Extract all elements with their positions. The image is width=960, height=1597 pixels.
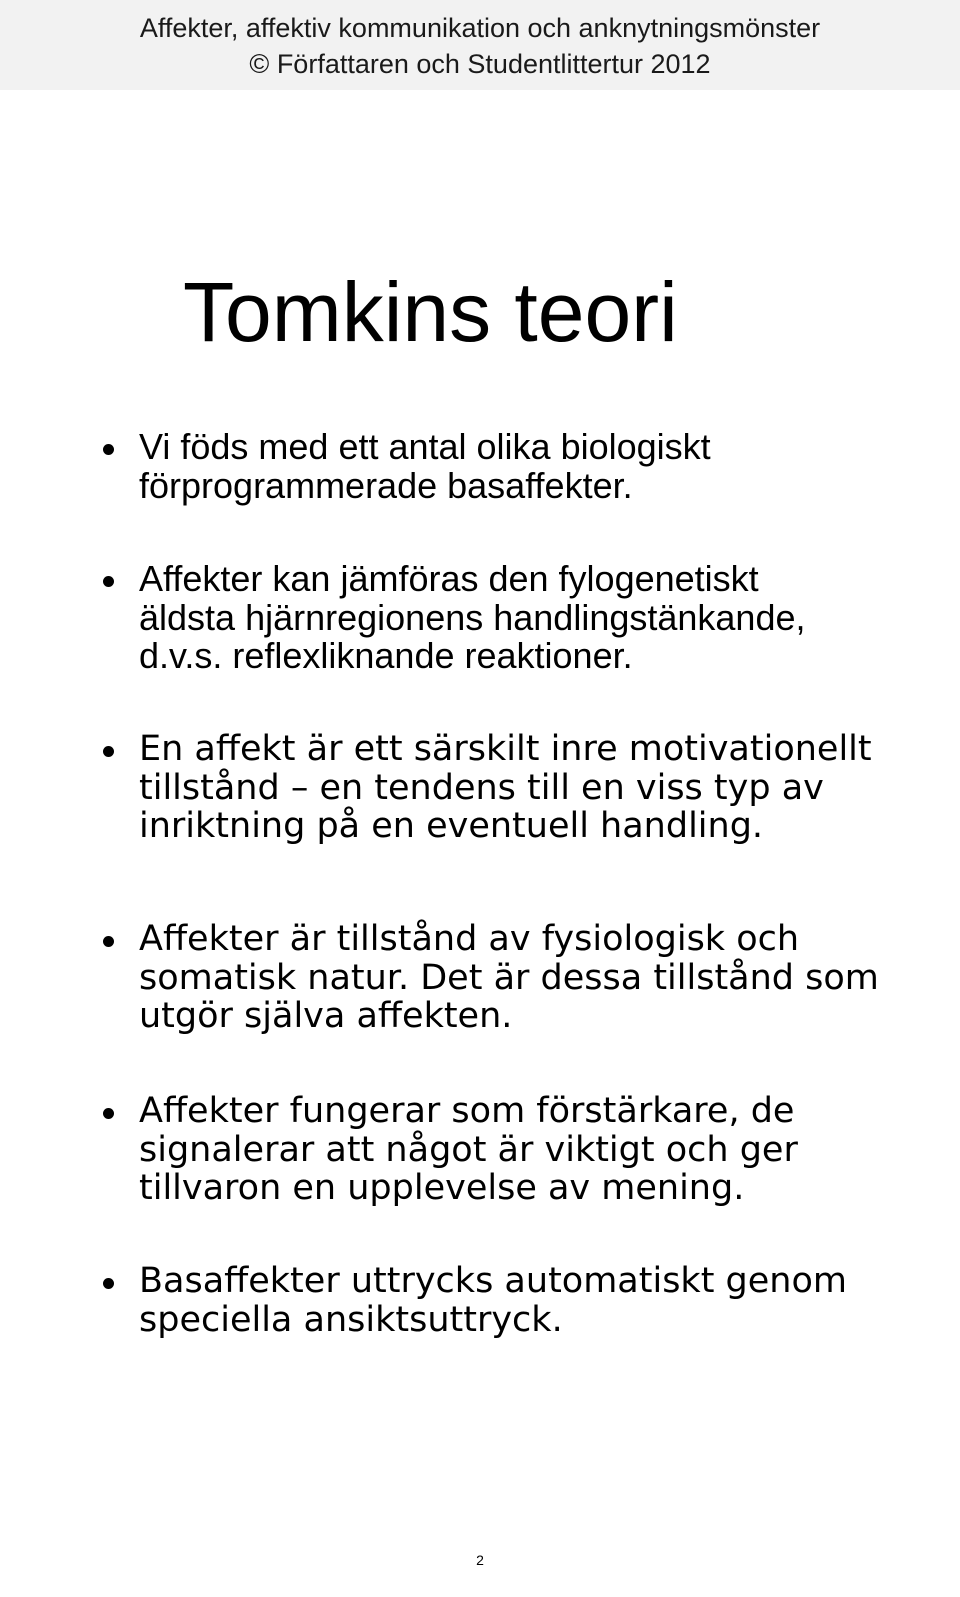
bullet-dot-icon [103,936,114,947]
bullet-dot-icon [103,746,114,757]
bullet-dot-icon [103,1108,114,1119]
bullet-text: Affekter kan jämföras den fylogenetiskt äldsta hjärnregionens handlingstänkande, d.v.s. reflexliknande reaktioner. [139,558,806,676]
bullet-dot-icon [103,444,114,455]
bullet-text: Affekter fungerar som förstärkare, de signalerar att något är viktigt och ger tillvaron en upplevelse av mening. [139,1091,798,1208]
document-header [0,0,960,90]
header-title: Affekter, affektiv kommunikation och anknytningsmönster [139,13,821,43]
bullet-dot-icon [103,576,114,587]
bullet-text: Basaffekter uttrycks automatiskt genom speciella ansiktsuttryck. [139,1261,847,1340]
bullet-text: En affekt är ett särskilt inre motivationellt tillstånd – en tendens till en viss typ av inriktning på en eventuell handling. [139,729,872,846]
page-number: 2 [476,1552,484,1568]
bullet-text: Vi föds med ett antal olika biologiskt förprogrammerade basaffekter. [139,426,711,506]
page-title: Tomkins teori [183,265,678,359]
bullet-dot-icon [103,1278,114,1289]
bullet-text: Affekter är tillstånd av fysiologisk och somatisk natur. Det är dessa tillstånd som utgör själva affekten. [139,919,879,1036]
header-copyright: © Författaren och Studentlittertur 2012 [249,49,711,79]
